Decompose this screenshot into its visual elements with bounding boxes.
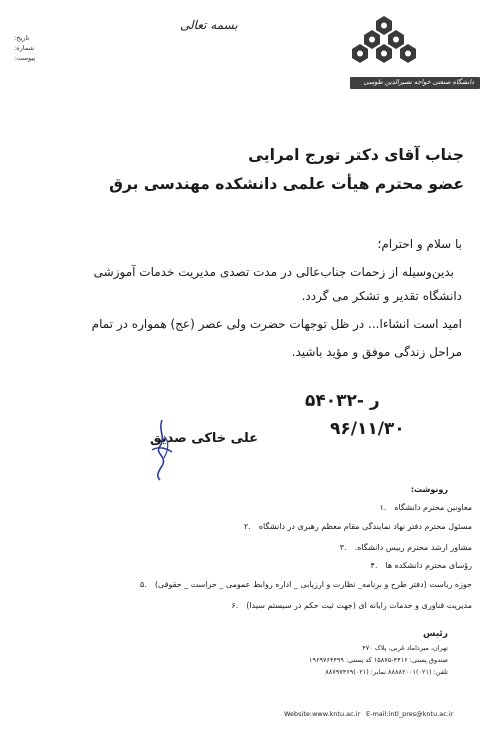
footer-address: تهران، میرداماد غربی، پلاک ۴۷۰ [362, 644, 448, 652]
handwritten-signature [146, 416, 178, 482]
letter-meta-fields [14, 33, 74, 63]
cc-item-number: .۴ [370, 561, 378, 570]
cc-item-text: رؤسای محترم دانشکده ها [385, 561, 472, 570]
body-line: بدین‌وسیله از زحمات جناب‌عالی در مدت تصدی مدیریت خدمات آموزشی [93, 265, 454, 279]
body-line: دانشگاه تقدیر و تشکر می گردد. [301, 289, 462, 303]
university-name-banner [350, 77, 480, 89]
university-name: دانشگاه صنعتی خواجه نصیرالدین طوسی [363, 78, 474, 86]
footer-pobox: صندوق پستی: ۴۴۱۶-۱۵۸۷۵ کد پستی: ۱۹۶۹۷۶۴۴۹۹ [309, 656, 448, 664]
reference-number: ر -۵۴۰۳۲ [305, 391, 380, 411]
footer-title: رئیس [423, 629, 448, 639]
cc-title: رونوشت: [410, 485, 448, 494]
reference-date: ۹۶/۱۱/۳۰ [330, 419, 405, 439]
bismillah-header: بسمه تعالی [180, 18, 238, 32]
greeting: با سلام و احترام؛ [377, 237, 462, 251]
attachment-field-label: پیوست: [14, 54, 36, 62]
footer-email: E-mail:intl_pres@kntu.ac.ir [366, 710, 454, 718]
body-line: امید است انشاءا... در ظل توجهات حضرت ولی عصر (عج) همواره در تمام [91, 317, 462, 331]
addressee-name: جناب آقای دکتر تورج امرایی [248, 146, 464, 164]
cc-item [372, 503, 472, 512]
university-logo-icon [352, 14, 416, 70]
cc-item-number: .۶ [231, 601, 239, 610]
signer-name: علی خاکی صدیق [150, 431, 259, 446]
cc-item-text: مسئول محترم دفتر نهاد نمایندگی مقام معظم رهبری در دانشگاه [258, 522, 472, 531]
cc-item [333, 543, 472, 552]
cc-item-text: مدیریت فناوری و خدمات رایانه ای (جهت ثبت حکم در سیستم سیدا) [246, 601, 472, 610]
footer-phone: تلفن: (۰۲۱)۸۸۸۸۲۰۰۱ نمابر: (۰۲۱)۸۸۷۹۷۴۶۹ [325, 668, 448, 676]
body-line: مراحل زندگی موفق و مؤید باشید. [291, 345, 462, 359]
cc-item-number: .۲ [243, 522, 251, 531]
letter-footer [148, 628, 448, 678]
cc-item [224, 601, 472, 610]
cc-item-text: مشاور ارشد محترم رییس دانشگاه. [354, 543, 472, 552]
cc-item-number: .۳ [339, 543, 347, 552]
cc-item-text: معاونین محترم دانشگاه [394, 503, 472, 512]
footer-website: Website:www.kntu.ac.ir [284, 710, 361, 718]
cc-item [363, 561, 472, 570]
cc-item-number: .۱ [379, 503, 387, 512]
addressee-title: عضو محترم هیأت علمی دانشکده مهندسی برق [109, 175, 464, 193]
number-field-label: شماره: [14, 44, 34, 52]
cc-item-text: حوزه ریاست (دفتر طرح و برنامه_ نظارت و ارزیابی _ اداره روابط عمومی _ حراست _ حقوقی) [154, 580, 472, 589]
cc-item-number: .۵ [140, 580, 147, 589]
cc-item [237, 522, 472, 531]
cc-item [133, 580, 472, 589]
date-field-label: تاریخ: [14, 34, 30, 42]
